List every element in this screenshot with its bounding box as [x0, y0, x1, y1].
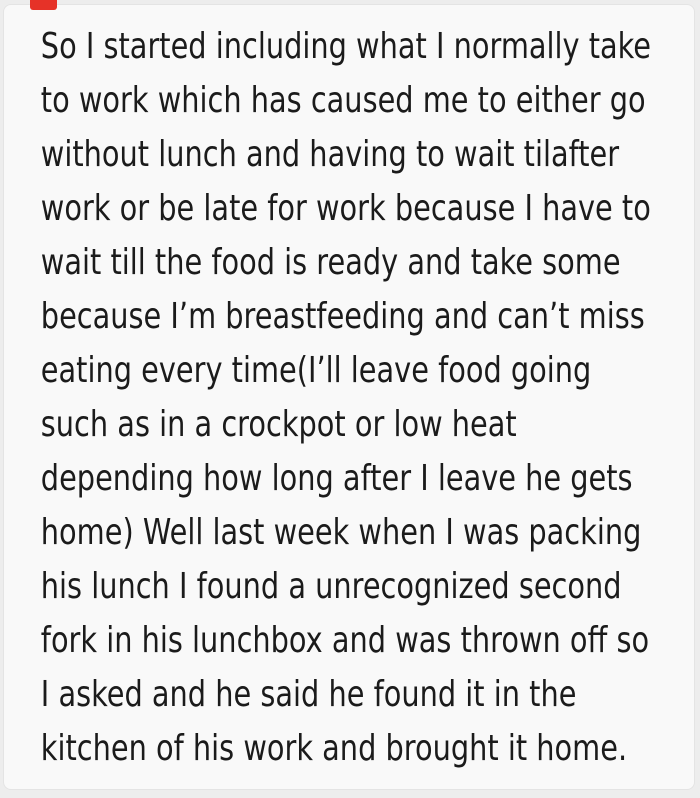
post-line: to work which has caused me to either go: [40, 80, 646, 121]
post-line: such as in a crockpot or low heat: [40, 404, 517, 445]
post-line: work or be late for work because I have to: [40, 188, 651, 229]
post-line: I asked and he said he found it in the: [40, 674, 577, 715]
post-line: because I’m breastfeeding and can’t miss: [40, 296, 645, 337]
post-line: So I started including what I normally take: [40, 26, 652, 67]
post-line: kitchen of his work and brought it home.: [40, 728, 628, 769]
post-line: home) Well last week when I was packing: [40, 512, 642, 553]
post-text-block: [0, 20, 700, 776]
post-line: his lunch I found a unrecognized second: [40, 566, 622, 607]
post-line: depending how long after I leave he gets: [40, 458, 633, 499]
post-line: eating every time(I’ll leave food going: [40, 350, 592, 391]
post-line: fork in his lunchbox and was thrown off so: [40, 620, 650, 661]
post-line: without lunch and having to wait tilafter: [40, 134, 620, 175]
cropped-red-banner-fragment: [30, 0, 57, 10]
post-line: wait till the food is ready and take some: [40, 242, 621, 283]
